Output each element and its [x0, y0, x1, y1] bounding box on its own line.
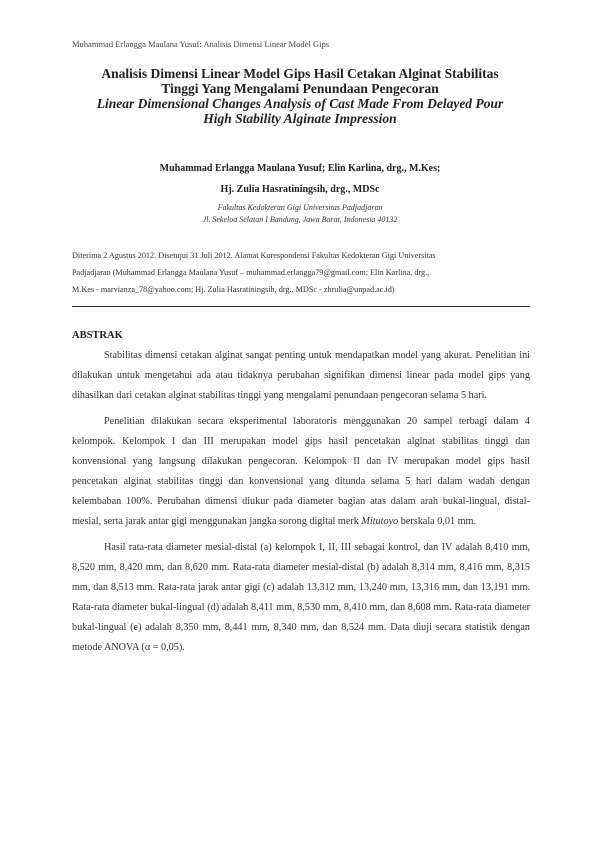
title-english-line-1: Linear Dimensional Changes Analysis of Cast Made From Delayed Pour [96, 96, 504, 111]
running-head: Muhammad Erlangga Maulana Yusuf: Analisis Dimensi Linear Model Gips [72, 39, 330, 49]
abstract-paragraph-3: Hasil rata-rata diameter mesial-distal (a) kelompok I, II, III sebagai kontrol, dan IV adalah 8,410 mm, 8,520 mm, 8,420 mm, dan 8,620 mm. Rata-rata diameter mesial-distal (b) adalah 8,314 mm, 8,416 mm, 8,315 mm, dan 8,513 mm. Rata-rata jarak antar gigi (c) adalah 13,312 mm, 13,240 mm, 13,316 mm, dan 13,191 mm. Rata-rata diameter bukal-lingual (d) adalah 8,411 mm, 8,530 mm, 8,410 mm, dan 8,608 mm. Rata-rata diameter bukal-lingual (e) adalah 8,350 mm, 8,441 mm, 8,340 mm, dan 8,524 mm. Data diuji secara statistik dengan metode ANOVA (α = 0,05). [72, 542, 530, 653]
author-list [60, 158, 540, 200]
correspondence-info [72, 247, 530, 298]
authors-line-1: Muhammad Erlangga Maulana Yusuf; Elin Karlina, drg., M.Kes; [159, 163, 441, 174]
correspondence-line-2: Padjadjaran (Muhammad Erlangga Maulana Yusuf – muhammad.erlangga79@gmail.com; Elin Karlina, drg., [72, 268, 430, 277]
abstract-paragraph-1: Stabilitas dimensi cetakan alginat sangat penting untuk mendapatkan model yang akurat. Penelitian ini dilakukan untuk mengetahui ada atau tidaknya perubahan signifikan dimensi linear pada model gips yang dihasilkan dari cetakan alginat stabilitas tinggi yang mengalami penundaan pengecoran selama 5 hari. [72, 350, 530, 401]
correspondence-line-1: Diterima 2 Agustus 2012. Disetujui 31 Juli 2012. Alamat Korespondensi Fakultas Kedokteran Gigi Universitas [72, 251, 436, 260]
title-indonesian-line-1: Analisis Dimensi Linear Model Gips Hasil Cetakan Alginat Stabilitas [101, 66, 499, 81]
section-divider [72, 306, 530, 307]
affiliation-line-2: Jl. Sekeloa Selatan I Bandung, Jawa Barat, Indonesia 40132 [202, 215, 398, 224]
abstract-paragraph-2-end: berskala 0,01 mm. [398, 516, 476, 527]
abstract-paragraph-2 [72, 412, 530, 532]
abstract-paragraph-2-text: Penelitian dilakukan secara eksperimental laboratoris menggunakan 20 sampel terbagi dalam 4 kelompok. Kelompok I dan III merupakan model gips hasil pencetakan alginat stabilitas tinggi dan konvensional yang langsung dilakukan pengecoran. Kelompok II dan IV merupakan model gips hasil pencetakan alginat stabilitas tinggi dan konvensional yang ditunda selama 5 hari dalam wadah dengan kelembaban 100%. Perubahan dimensi diukur pada diameter bagian atas dalam arah bukal-lingual, distal-mesial, serta jarak antar gigi menggunakan jangka sorong digital merk [72, 416, 530, 527]
article-title [60, 66, 540, 126]
correspondence-line-3: M.Kes - marvianza_78@yahoo.com; Hj. Zulia Hasratiningsih, drg., MDSc - zhrulia@unpad.ac.id) [72, 285, 395, 294]
affiliation [60, 202, 540, 226]
affiliation-line-1: Fakultas Kedokteran Gigi Universitas Padjadjaran [217, 203, 383, 212]
instrument-brand: Mitutoyo [361, 516, 399, 527]
title-english-line-2: High Stability Alginate Impression [203, 111, 397, 126]
title-indonesian-line-2: Tinggi Yang Mengalami Penundaan Pengecoran [161, 81, 439, 96]
abstract-heading: ABSTRAK [72, 330, 123, 341]
abstract-body [72, 346, 530, 664]
authors-line-2: Hj. Zulia Hasratiningsih, drg., MDSc [220, 184, 380, 195]
